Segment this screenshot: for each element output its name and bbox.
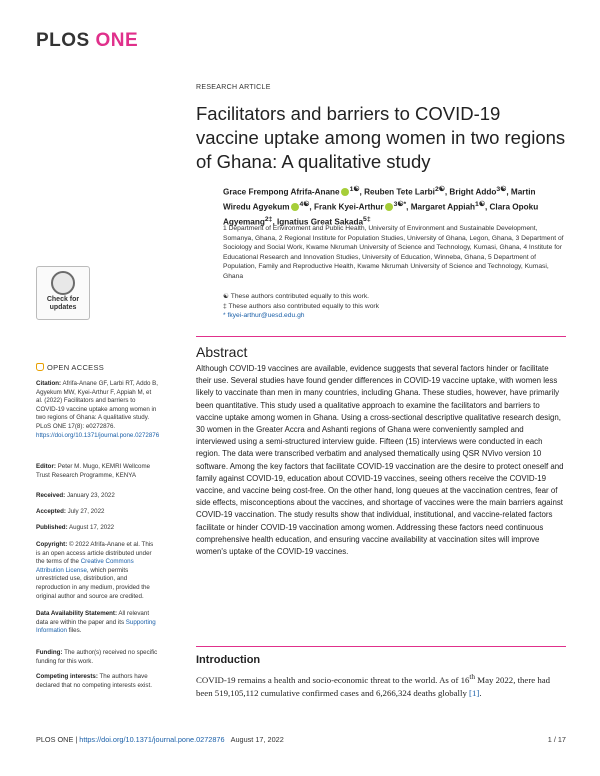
corresponding-email[interactable]: * fkyei-arthur@uesd.edu.gh [223,312,305,319]
author-notes [223,292,523,321]
open-access-label: OPEN ACCESS [36,363,104,372]
author-sup: 5‡ [363,216,371,224]
footer-journal: PLOS ONE [36,735,74,744]
orcid-icon[interactable] [341,188,349,196]
supporting-info-link[interactable]: Supporting Information [36,618,156,635]
introduction-text: COVID-19 remains a health and socio-economic threat to the world. As of 16th May 2022, there had been 519,105,112 cumulative confirmed cases and 6,266,324 deaths globally [1]. [196,672,551,698]
author-name[interactable]: Bright Addo [449,187,497,197]
author-name[interactable]: Clara Opoku Agyemang [223,202,539,228]
author-name[interactable]: Ignatius Great Sakada [277,218,364,228]
citation-block: Citation: Afrifa-Anane GF, Larbi RT, Addo B, Agyekum MW, Kyei-Arthur F, Appiah M, et al. (2022) Facilitators and barriers to COVID-19 vaccine uptake among women in two regions of Ghana: A qualitative study. PLoS ONE 17(8): e0272876. https://doi.org/10.1371/journal.pone.0272876 [36,380,160,439]
competing-interests-block: Competing interests: The authors have declared that no competing interests exist. [36,673,152,689]
citation-doi-link[interactable]: https://doi.org/10.1371/journal.pone.0272876 [36,431,160,439]
author-sup: 3☯* [393,201,407,209]
author-sup: 2‡ [264,216,273,224]
also-equal-contribution-note: ‡ These authors also contributed equally to this work [223,302,380,310]
published-date: Published: August 17, 2022 [36,524,115,531]
author-list: Grace Frempong Afrifa-Anane $^{1☯}$, Reuben Tete Larbi$^{2☯}$, Bright Addo$^{3☯}$, Martin Wiredu Agyekum $^{4☯}$, Frank Kyei-Arthur $^{3☯*}$, Margaret Appiah$^{1☯}$, Clara Opoku Agyemang$^{2\ddagger}$, Ignatius Great Sakada$^{5\ddagger}$ [223,186,539,228]
author-name[interactable]: Grace Frempong Afrifa-Anane [223,187,340,197]
author-sup: 3☯ [496,186,507,193]
equal-contribution-note: ☯ These authors contributed equally to this work. [223,293,370,300]
reference-link[interactable]: [1] [469,687,480,698]
author-name[interactable]: Margaret Appiah [410,202,476,212]
author-sup: 4☯ [299,201,310,209]
author-sup: 1☯ [349,186,360,193]
author-sup: 1☯ [475,201,485,209]
data-availability-block: Data Availability Statement: All relevant data are within the paper and its Supporting Information files. [36,610,156,635]
abstract-divider [196,336,566,337]
received-date: Received: January 23, 2022 [36,492,115,499]
editor-block: Editor: Peter M. Mugo, KEMRI Wellcome Trust Research Programme, KENYA [36,463,151,479]
introduction-divider [196,646,566,647]
check-updates-line2: updates [49,304,77,311]
check-for-updates-badge[interactable] [36,266,90,320]
check-updates-line1: Check for [46,296,80,303]
author-name[interactable]: Reuben Tete Larbi [364,187,435,197]
copyright-block: Copyright: © 2022 Afrifa-Anane et al. This is an open access article distributed under the terms of the Creative Commons Attribution License, which permits unrestricted use, distribution, and reproduction in any medium, provided the original author and source are credited. [36,541,154,600]
footer-date: August 17, 2022 [230,735,284,744]
author-sup: 2☯ [434,186,445,193]
introduction-heading: Introduction [196,654,261,666]
article-type: RESEARCH ARTICLE [196,84,271,91]
article-title: Facilitators and barriers to COVID-19 vaccine uptake among women in two regions of Ghana: A qualitative study [196,103,566,172]
author-name[interactable]: Frank Kyei-Arthur [313,202,384,212]
orcid-icon[interactable] [291,203,299,211]
accepted-date: Accepted: July 27, 2022 [36,508,105,515]
page-number: 1 / 17 [547,735,566,744]
journal-logo: PLOS ONE [36,30,139,51]
license-link[interactable]: Creative Commons Attribution License [36,558,134,574]
footer-doi-link[interactable]: https://doi.org/10.1371/journal.pone.0272876 [79,735,225,744]
page-footer: PLOS ONE | https://doi.org/10.1371/journal.pone.0272876 August 17, 2022 1 / 17 [36,735,566,744]
funding-block: Funding: The author(s) received no specific funding for this work. [36,649,158,665]
abstract-heading: Abstract [196,344,248,360]
check-updates-icon [51,271,75,295]
abstract-text: Although COVID-19 vaccines are available, evidence suggests that several factors hinder or facilitate their use. Several studies have found gender differences in COVID-19 vaccine uptake, with women less likely to vaccinate than men in many countries, including Ghana. These studies, however, have primarily been quantitative. This study used a qualitative approach to examine the facilitators and barriers to vaccine uptake among women in Ghana. Using a cross-sectional descriptive qualitative research design, 30 women in the Greater Accra and Ashanti regions of Ghana were conveniently sampled and interviewed using a semi-structured interview guide. Fifteen (15) interviews were conducted in each region. The data were transcribed verbatim and analysed thematically using QSR NVivo version 10 software. Among the key factors that facilitate COVID-19 vaccination are the desire to protect oneself and family against COVID-19, education about COVID-19 vaccines, seeing others receive the COVID-19 vaccine, and vaccine being cost-free. On the other hand, long queues at the vaccination centres, fear of side effects, misconceptions about the vaccines, and shortage of vaccines were the main barriers against COVID-19 vaccination. The study results show that individual, institutional, and vaccine-related factors facilitate or hinder COVID-19 vaccination among women. Addressing these factors need continuous comprehensive health education, and ensuring vaccine availability at vaccination sites will improve women's uptake of the COVID-19 vaccines. [196,364,564,557]
author-name[interactable]: Martin Wiredu Agyekum [223,187,536,212]
open-lock-icon [36,363,44,371]
orcid-icon[interactable] [385,203,393,211]
affiliations: 1 Department of Environment and Public Health, University of Environment and Sustainable Development, Somanya, Ghana, 2 Regional Institute for Population Studies, University of Ghana, Legon, Ghana, 3 Department of Sociology and Social Work, Kwame Nkrumah University of Science and Technology, Kumasi, Ghana, 4 Institute for Educational Research and Innovation Studies, University of Education, Winneba, Ghana, 5 Department of Population, Family and Reproductive Health, Kwame Nkrumah University of Science and Technology, Kumasi, Ghana [223,225,564,280]
